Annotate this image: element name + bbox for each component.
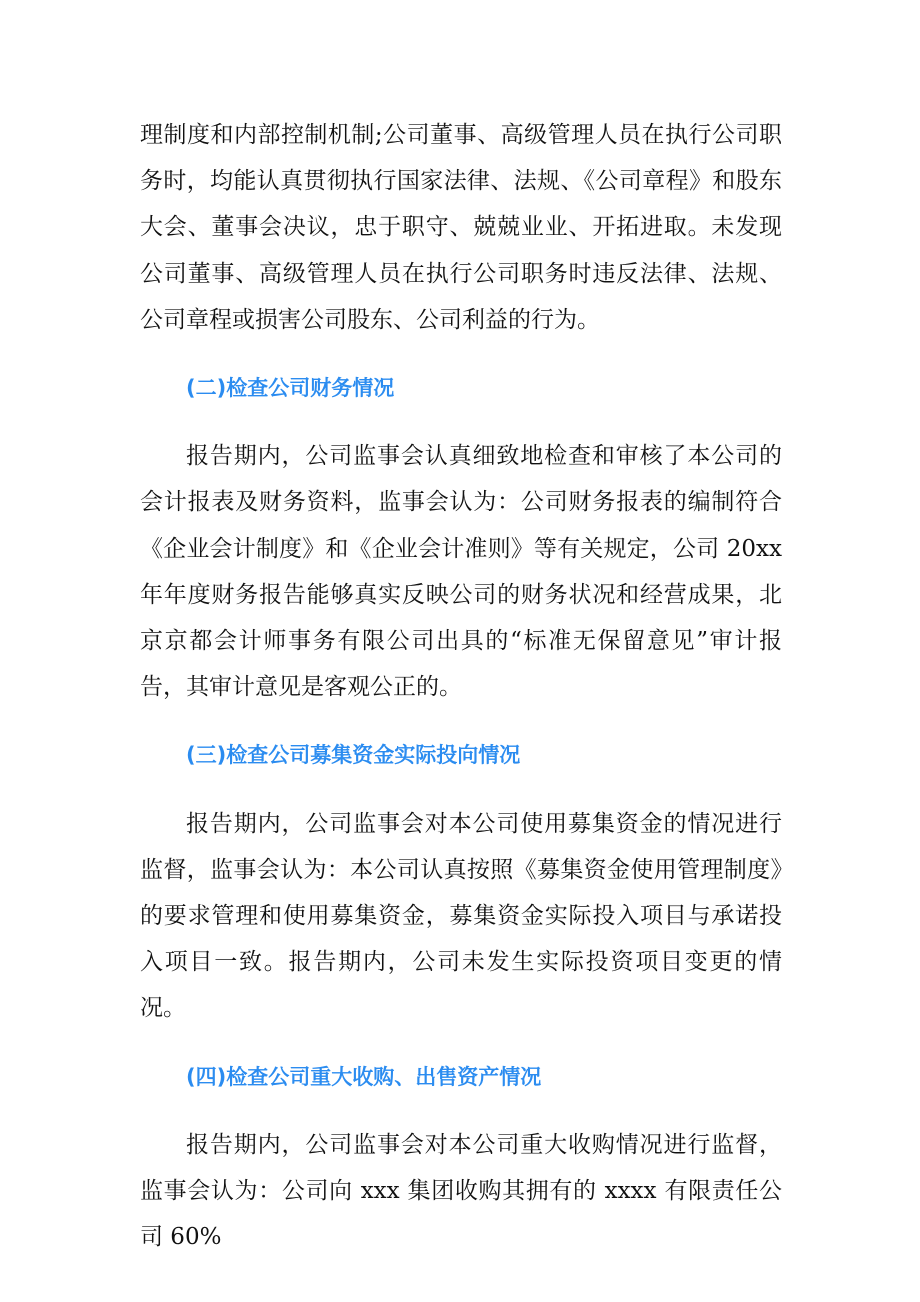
paragraph-fund-usage: 报告期内，公司监事会对本公司使用募集资金的情况进行监督，监事会认为：本公司认真按照《募集资金使用管理制度》的要求管理和使用募集资金，募集资金实际投入项目与承诺投入项目一致。报告期内，公司未发生实际投资项目变更的情况。 [140,810,782,1022]
paragraph-acquisition: 报告期内，公司监事会对本公司重大收购情况进行监督，监事会认为：公司向 xxx 集团收购其拥有的 xxxx 有限责任公司 60% [140,1131,782,1251]
document-page [140,112,782,1260]
heading-acquisition-check: (四)检查公司重大收购、出售资产情况 [186,1064,542,1089]
paragraph-governance: 理制度和内部控制机制;公司董事、高级管理人员在执行公司职务时，均能认真贯彻执行国家法律、法规、《公司章程》和股东大会、董事会决议，忠于职守、兢兢业业、开拓进取。未发现公司董事、高级管理人员在执行公司职务时违反法律、法规、公司章程或损害公司股东、公司利益的行为。 [140,122,782,333]
paragraph-finance: 报告期内，公司监事会认真细致地检查和审核了本公司的会计报表及财务资料，监事会认为：公司财务报表的编制符合《企业会计制度》和《企业会计准则》等有关规定，公司 20xx 年年度财务报告能够真实反映公司的财务状况和经营成果，北京京都会计师事务有限公司出具的“标准无保留意见”审计报告，其审计意见是客观公正的。 [140,443,782,701]
heading-finance-check: (二)检查公司财务情况 [186,376,395,401]
heading-fund-usage-check: (三)检查公司募集资金实际投向情况 [186,743,521,768]
